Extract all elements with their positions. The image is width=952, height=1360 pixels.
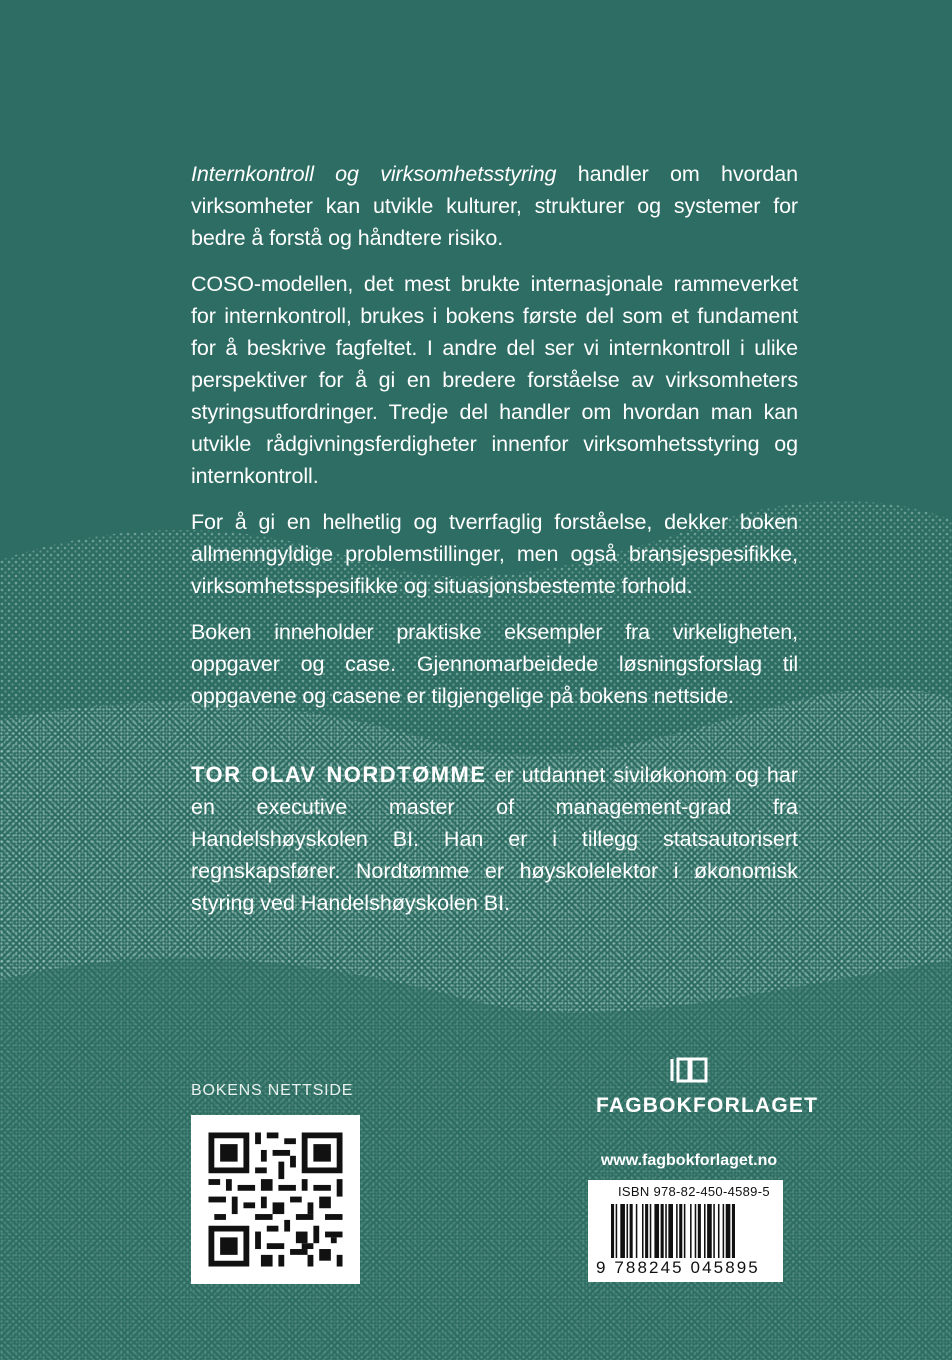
isbn-digits: 9 788245 045895 <box>596 1258 760 1277</box>
author-bio <box>191 759 798 919</box>
qr-code-icon <box>191 1115 360 1284</box>
website-label: BOKENS NETTSIDE <box>191 1082 354 1099</box>
book-title-italic: Internkontroll og virksomhetsstyring <box>191 162 557 186</box>
isbn-label: ISBN 978-82-450-4589-5 <box>618 1184 770 1199</box>
qr-code[interactable] <box>191 1115 360 1284</box>
intro-rest: handler om hvordan virksomheter kan utvikle kulturer, strukturer og systemer for bedre å forstå og håndtere risiko. <box>191 162 798 250</box>
paragraph-coso: COSO-modellen, det mest brukte internasjonale rammeverket for internkontroll, brukes i bokens første del som et fundament for å beskrive fagfeltet. I andre del ser vi internkontroll i ulike perspektiver for å gi en bredere forståelse av virksomheters styringsutfordringer. Tredje del handler om hvordan man kan utvikle rådgivningsferdigheter innenfor virksomhetsstyring og internkontroll. <box>191 272 798 488</box>
author-description: er utdannet siviløkonom og har en executive master of management-grad fra Handelshøyskolen BI. Han er i tillegg statsautorisert regnskapsfører. Nordtømme er høyskolelektor i økonomisk styring ved Handelshøyskolen BI. <box>191 763 798 915</box>
publisher-website[interactable]: www.fagbokforlaget.no <box>600 1152 778 1169</box>
author-name: TOR OLAV NORDTØMME <box>191 762 487 787</box>
paragraph-examples: Boken inneholder praktiske eksempler fra virkeligheten, oppgaver og case. Gjennomarbeidede løsningsforslag til oppgavene og casene er tilgjengelige på bokens nettside. <box>191 620 798 708</box>
paragraph-scope: For å gi en helhetlig og tverrfaglig forståelse, dekker boken allmenngyldige problemstillinger, men også bransjespesifikke, virksomhetsspesifikke og situasjonsbestemte forhold. <box>191 510 798 598</box>
description-text <box>191 158 798 726</box>
isbn-barcode-box <box>588 1180 783 1282</box>
paragraph-intro <box>191 158 798 254</box>
book-logo-icon <box>668 1055 712 1085</box>
barcode-icon <box>611 1204 779 1258</box>
publisher-name: FAGBOKFORLAGET <box>596 1094 819 1117</box>
